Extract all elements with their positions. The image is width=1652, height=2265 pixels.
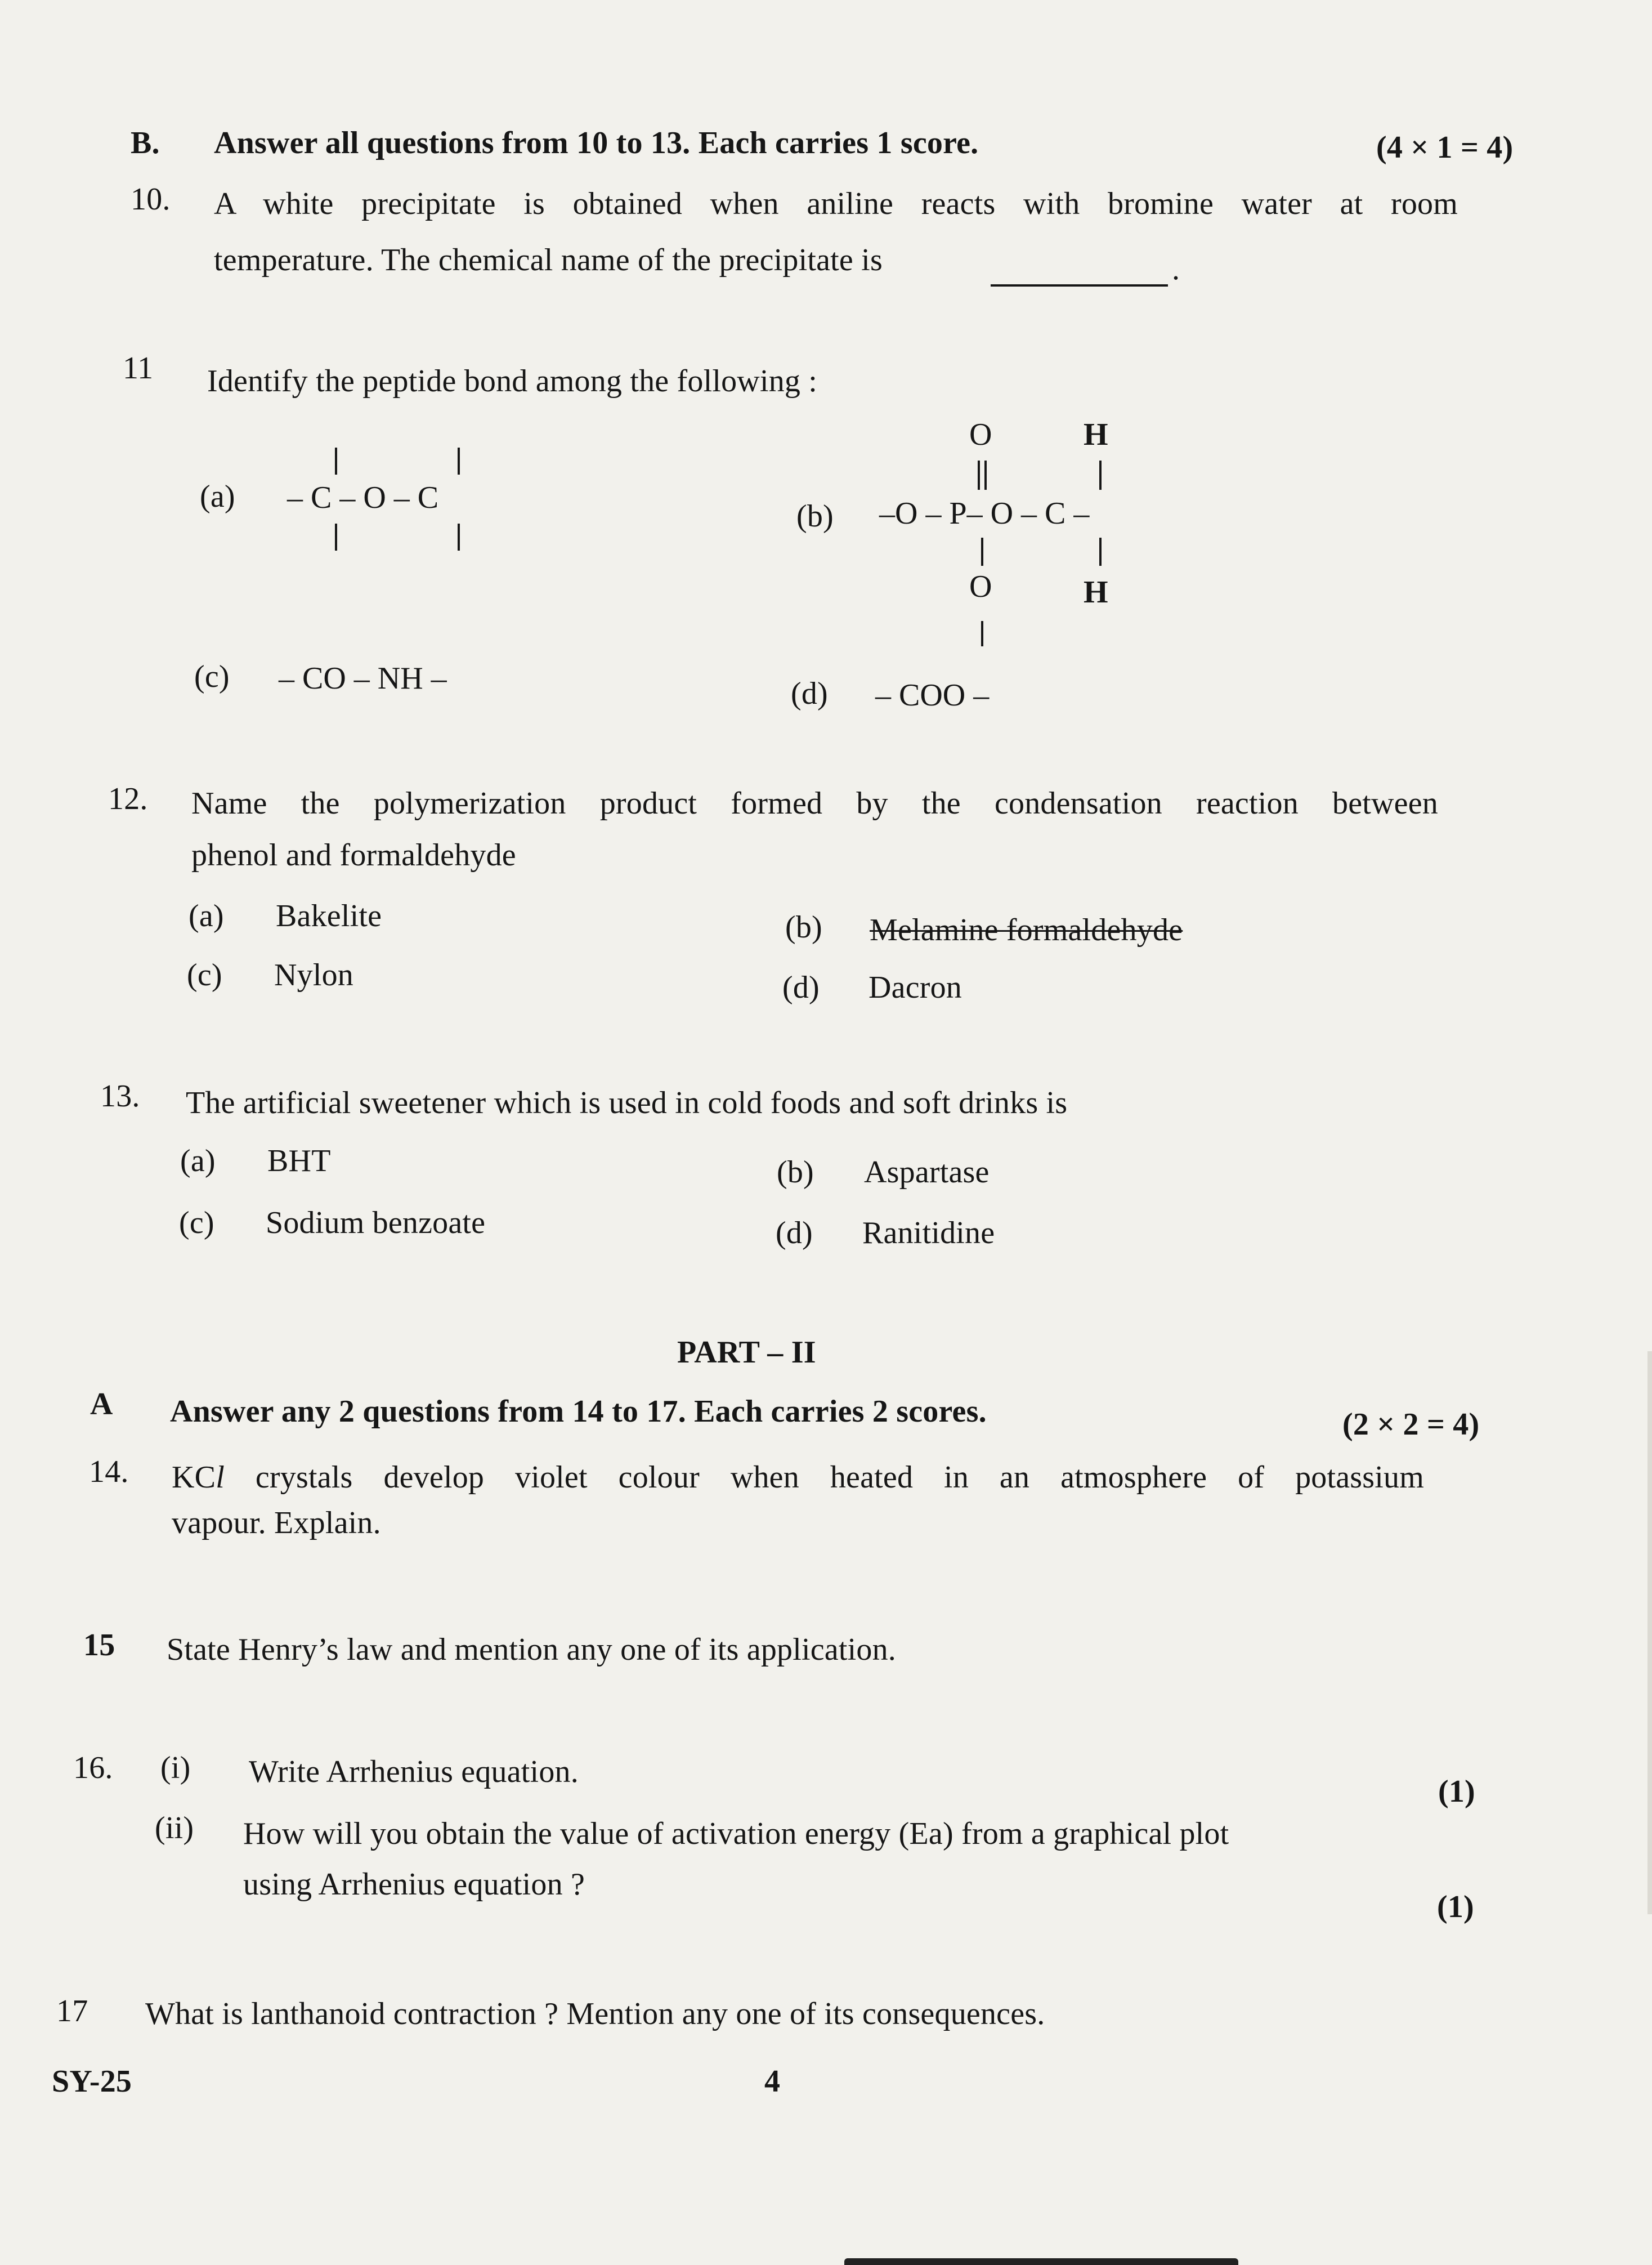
bond-b-p-double-2 bbox=[984, 461, 987, 490]
q10-end: . bbox=[1172, 252, 1180, 287]
q13-number: 13. bbox=[100, 1079, 140, 1114]
q12-number: 12. bbox=[108, 781, 148, 816]
bond-b-p-bottom bbox=[981, 538, 983, 566]
q16-part-i-text: Write Arrhenius equation. bbox=[249, 1754, 579, 1789]
q15-text: State Henry’s law and mention any one of its application. bbox=[167, 1632, 896, 1667]
q10-line1: A white precipitate is obtained when aniline reacts with bromine water at room bbox=[214, 186, 1458, 221]
q15-number: 15 bbox=[83, 1628, 115, 1663]
page-number: 4 bbox=[764, 2064, 781, 2099]
bond-b-p-double-1 bbox=[978, 461, 980, 490]
bond-a-c2-bottom bbox=[458, 524, 460, 551]
bond-a-c1-top bbox=[335, 448, 337, 475]
q13-option-b-text: Aspartase bbox=[864, 1155, 990, 1190]
q11-option-d-formula: – COO – bbox=[875, 678, 990, 713]
q14-line2: vapour. Explain. bbox=[172, 1505, 381, 1540]
q12-line1: Name the polymerization product formed by the condensation reaction between bbox=[191, 786, 1438, 821]
q12-option-b-text: Melamine formaldehyde bbox=[870, 913, 1183, 948]
q12-option-c-label: (c) bbox=[187, 958, 222, 993]
q11-option-a-label: (a) bbox=[200, 479, 235, 514]
q16-part-i-score: (1) bbox=[1438, 1774, 1475, 1809]
section-b-score: (4 × 1 = 4) bbox=[1376, 130, 1514, 165]
part-ii-section-label: A bbox=[90, 1387, 113, 1422]
bond-b-c-bottom bbox=[1099, 538, 1102, 566]
bond-b-c-top bbox=[1099, 461, 1102, 490]
section-b-instruction: Answer all questions from 10 to 13. Each carries 1 score. bbox=[214, 126, 979, 160]
q11-option-a-formula: – C – O – C bbox=[287, 480, 439, 515]
q10-number: 10. bbox=[131, 182, 171, 217]
q12-line2: phenol and formaldehyde bbox=[191, 838, 516, 873]
q12-option-d-text: Dacron bbox=[868, 970, 962, 1005]
q11-number: 11 bbox=[123, 351, 154, 386]
q12-option-a-text: Bakelite bbox=[276, 899, 382, 933]
q14-number: 14. bbox=[89, 1454, 129, 1489]
bond-b-o-link bbox=[981, 621, 983, 646]
q11-option-c-label: (c) bbox=[194, 659, 230, 694]
q13-option-d-label: (d) bbox=[776, 1216, 813, 1250]
q11-option-b-bottom-o: O bbox=[969, 569, 992, 604]
part-ii-score: (2 × 2 = 4) bbox=[1342, 1407, 1480, 1442]
part-ii-instruction: Answer any 2 questions from 14 to 17. Each carries 2 scores. bbox=[170, 1394, 987, 1429]
q12-option-d-label: (d) bbox=[782, 970, 820, 1005]
q11-option-b-top-h: H bbox=[1084, 417, 1108, 452]
q11-option-b-label: (b) bbox=[796, 499, 834, 534]
bond-a-c2-top bbox=[458, 448, 460, 475]
q16-number: 16. bbox=[73, 1750, 113, 1785]
part-ii-title: PART – II bbox=[677, 1335, 816, 1370]
q13-option-c-text: Sodium benzoate bbox=[266, 1205, 486, 1240]
q16-part-ii-line2: using Arrhenius equation ? bbox=[243, 1867, 585, 1902]
q16-part-ii-label: (ii) bbox=[155, 1811, 194, 1846]
q13-text: The artificial sweetener which is used in cold foods and soft drinks is bbox=[186, 1085, 1068, 1120]
q13-option-a-text: BHT bbox=[267, 1143, 331, 1178]
page-fold-shadow bbox=[1647, 1351, 1652, 1914]
q13-option-c-label: (c) bbox=[179, 1205, 214, 1240]
q11-option-b-bottom-h: H bbox=[1084, 575, 1108, 610]
q11-option-b-top-o: O bbox=[969, 417, 992, 452]
q16-part-ii-score: (1) bbox=[1437, 1889, 1474, 1924]
q13-option-d-text: Ranitidine bbox=[862, 1216, 995, 1250]
q11-text: Identify the peptide bond among the following : bbox=[207, 364, 818, 399]
page-edge-shadow bbox=[844, 2258, 1238, 2265]
q13-option-b-label: (b) bbox=[777, 1155, 814, 1190]
q17-number: 17 bbox=[56, 1994, 88, 2029]
q12-option-b-label: (b) bbox=[785, 910, 822, 945]
q10-line2: temperature. The chemical name of the precipitate is bbox=[214, 243, 883, 278]
q16-part-ii-line1: How will you obtain the value of activation energy (Ea) from a graphical plot bbox=[243, 1816, 1229, 1851]
q10-answer-blank bbox=[991, 284, 1168, 287]
q11-option-b-formula: –O – P– O – C – bbox=[879, 496, 1090, 531]
q11-option-d-label: (d) bbox=[791, 676, 828, 711]
q13-option-a-label: (a) bbox=[180, 1143, 216, 1178]
q12-option-a-label: (a) bbox=[189, 899, 224, 933]
bond-a-c1-bottom bbox=[335, 524, 337, 551]
exam-code: SY-25 bbox=[52, 2064, 132, 2099]
q17-text: What is lanthanoid contraction ? Mention any one of its consequences. bbox=[145, 1996, 1045, 2031]
section-b-label: B. bbox=[131, 126, 160, 160]
q11-option-c-formula: – CO – NH – bbox=[279, 661, 447, 696]
q16-part-i-label: (i) bbox=[160, 1750, 191, 1785]
q14-line1: KCl crystals develop violet colour when heated in an atmosphere of potassium bbox=[172, 1460, 1424, 1495]
q12-option-c-text: Nylon bbox=[274, 958, 353, 993]
